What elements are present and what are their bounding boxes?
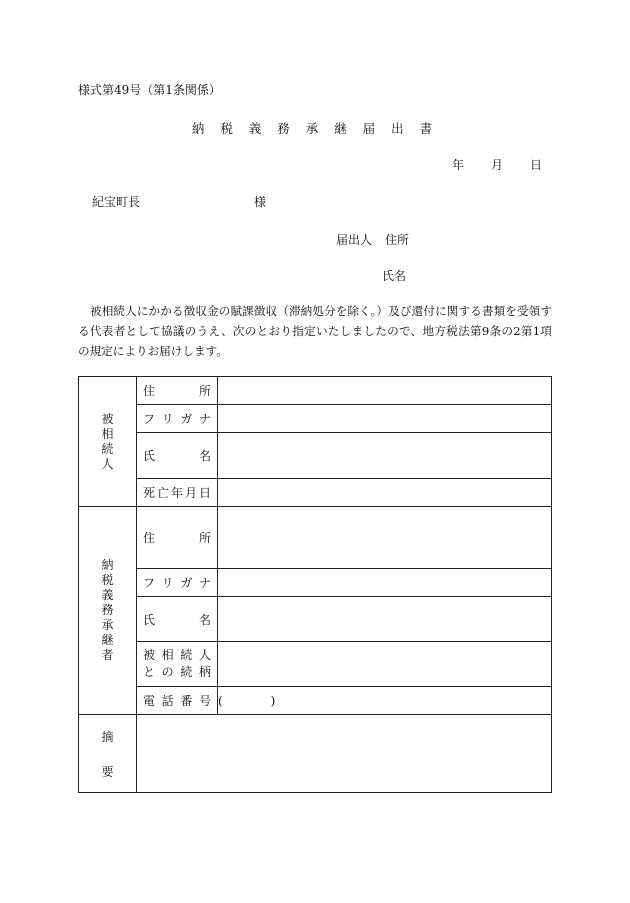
date-year-label: 年 xyxy=(452,158,465,172)
succession-form-table xyxy=(78,376,552,793)
phone-number-field[interactable]: ( ) xyxy=(218,687,552,715)
date-of-death-label xyxy=(137,479,218,507)
label-char: 氏 xyxy=(143,449,156,463)
remarks-label-char: 要 xyxy=(101,764,114,779)
group-label-char: 継 xyxy=(101,633,114,647)
group-label-char: 税 xyxy=(101,573,114,587)
successor-name-field[interactable] xyxy=(218,597,552,642)
label-char: 日 xyxy=(198,486,211,500)
label-char: 番 xyxy=(180,694,193,708)
label-char: 電 xyxy=(143,694,156,708)
table-row xyxy=(79,377,552,405)
table-row xyxy=(79,597,552,642)
label-char: 続 xyxy=(180,665,193,679)
label-char: の xyxy=(161,665,174,679)
decedent-group-label xyxy=(79,377,137,507)
relationship-label xyxy=(137,642,218,687)
label-char: ナ xyxy=(198,576,211,590)
label-char: フ xyxy=(143,576,156,590)
label-char: 月 xyxy=(184,486,197,500)
group-label-char: 続 xyxy=(101,441,114,456)
relationship-field[interactable] xyxy=(218,642,552,687)
applicant-name-label: 氏名 xyxy=(382,269,407,283)
label-char: ガ xyxy=(180,412,193,426)
decedent-name-field[interactable] xyxy=(218,433,552,479)
date-day-label: 日 xyxy=(530,158,543,172)
table-row xyxy=(79,433,552,479)
group-label-char: 人 xyxy=(101,456,114,471)
label-char: 住 xyxy=(143,384,156,398)
successor-group-label xyxy=(79,507,137,715)
document-title: 納 税 義 務 承 継 届 出 書 xyxy=(191,121,439,136)
form-number: 様式第49号（第1条関係） xyxy=(78,83,221,97)
successor-furigana-label xyxy=(137,569,218,597)
label-char: 被 xyxy=(143,648,156,662)
label-char: 所 xyxy=(198,384,211,398)
remarks-label-char: 摘 xyxy=(101,729,114,744)
group-label-char: 義 xyxy=(101,588,114,602)
decedent-furigana-label xyxy=(137,405,218,433)
label-char: 所 xyxy=(198,531,211,545)
decedent-name-label xyxy=(137,433,218,479)
label-char: 住 xyxy=(143,531,156,545)
successor-furigana-field[interactable] xyxy=(218,569,552,597)
label-char: と xyxy=(143,665,156,679)
label-char: 続 xyxy=(180,648,193,662)
label-char: リ xyxy=(161,576,174,590)
label-char: ナ xyxy=(198,412,211,426)
body-text: 被相続人にかかる徴収金の賦課徴収（滞納処分を除く。）及び還付に関する書類を受領する代表者として協議のうえ、次のとおり指定いたしましたので、地方税法第9条の2第1項の規定によりお届けします。 xyxy=(78,304,552,358)
addressee xyxy=(92,193,267,210)
decedent-address-label xyxy=(137,377,218,405)
date-line xyxy=(452,156,542,173)
successor-address-field[interactable] xyxy=(218,507,552,569)
phone-number-label xyxy=(137,687,218,715)
applicant-address-label: 住所 xyxy=(385,233,410,247)
remarks-label xyxy=(79,715,137,793)
label-char: 柄 xyxy=(198,665,211,679)
label-char: リ xyxy=(161,412,174,426)
decedent-address-field[interactable] xyxy=(218,377,552,405)
decedent-furigana-field[interactable] xyxy=(218,405,552,433)
group-label-char: 者 xyxy=(101,648,114,662)
applicant-address-line xyxy=(336,231,409,248)
successor-name-label xyxy=(137,597,218,642)
table-row xyxy=(79,507,552,569)
label-char: 氏 xyxy=(143,612,156,627)
label-char: 号 xyxy=(198,694,211,708)
label-char: 相 xyxy=(161,648,174,662)
table-row xyxy=(79,569,552,597)
label-char: 話 xyxy=(161,694,174,708)
group-label-char: 務 xyxy=(101,603,114,617)
group-label-char: 納 xyxy=(101,558,114,572)
table-row xyxy=(79,405,552,433)
label-char: 死 xyxy=(143,486,156,500)
table-row xyxy=(79,479,552,507)
table-row xyxy=(79,687,552,715)
group-label-char: 相 xyxy=(101,426,114,441)
addressee-honorific: 様 xyxy=(254,195,267,209)
table-row xyxy=(79,642,552,687)
remarks-field[interactable] xyxy=(137,715,552,793)
label-char: 亡 xyxy=(156,486,169,500)
date-month-label: 月 xyxy=(491,158,504,172)
label-char: 名 xyxy=(198,449,211,463)
applicant-label: 届出人 xyxy=(336,233,373,247)
addressee-name: 紀宝町長 xyxy=(92,195,141,209)
label-char: フ xyxy=(143,412,156,426)
label-char: 人 xyxy=(198,648,211,662)
table-row xyxy=(79,715,552,793)
label-char: 名 xyxy=(198,612,211,627)
group-label-char: 被 xyxy=(101,411,114,426)
successor-address-label xyxy=(137,507,218,569)
label-char: 年 xyxy=(170,486,183,500)
group-label-char: 承 xyxy=(101,618,114,632)
label-char: ガ xyxy=(180,576,193,590)
date-of-death-field[interactable] xyxy=(218,479,552,507)
